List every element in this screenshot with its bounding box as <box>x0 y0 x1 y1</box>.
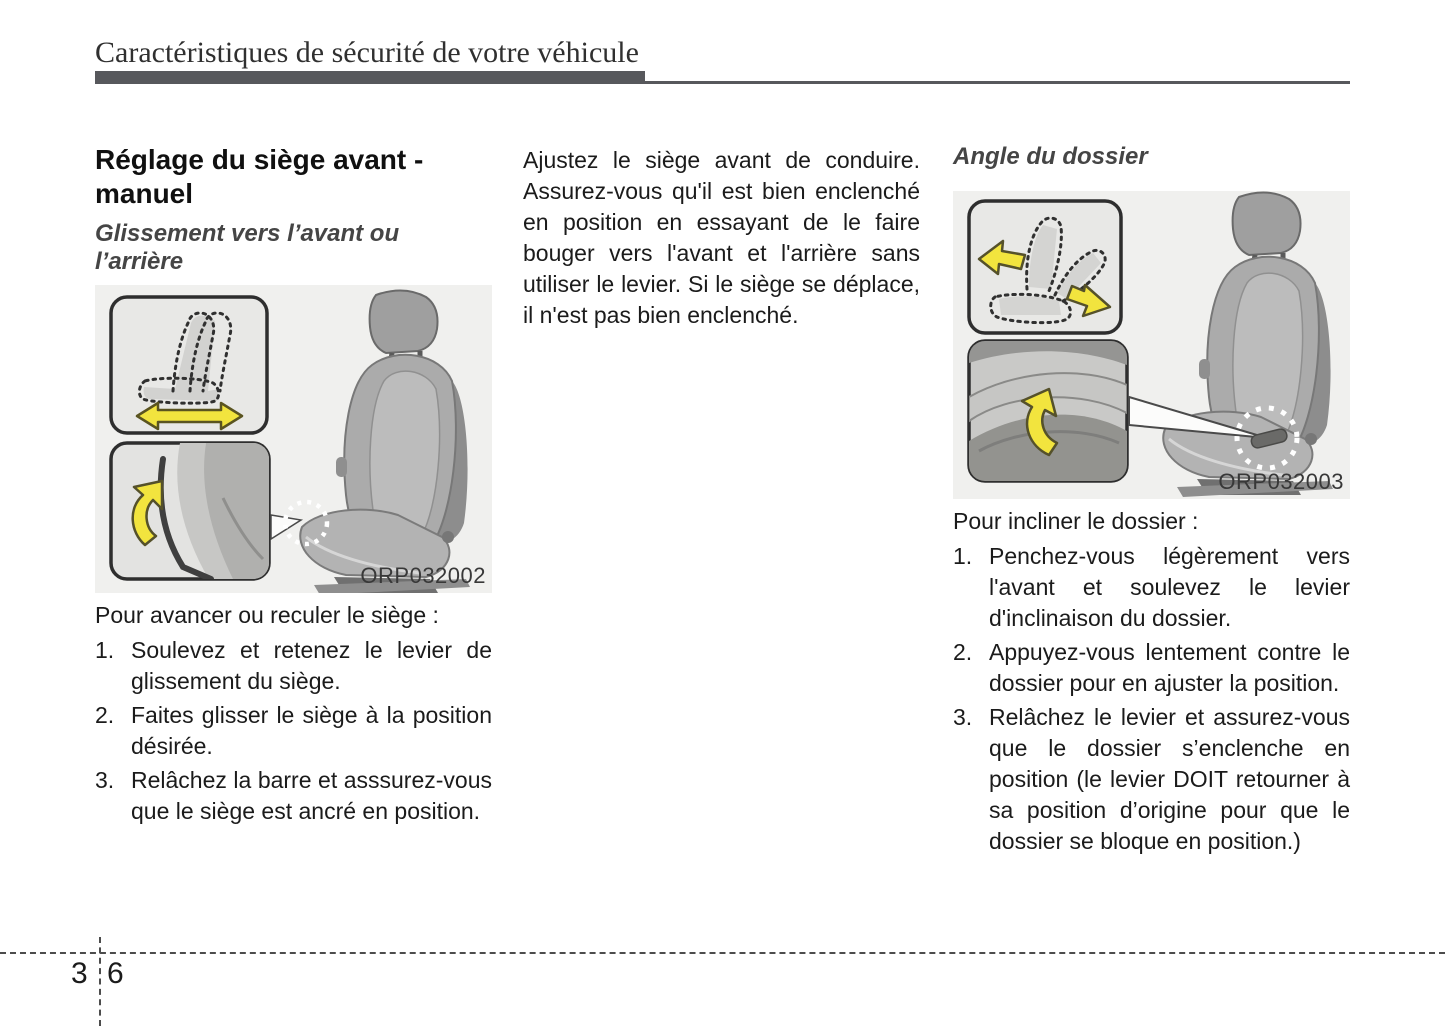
recline-lever-closeup <box>969 341 1127 481</box>
subsection-heading: Glissement vers l’avant ou l’arrière <box>95 220 400 275</box>
numbered-steps <box>953 541 1350 857</box>
list-item <box>953 637 1350 699</box>
list-item-number: 1. <box>953 543 973 569</box>
page-title: Caractéristiques de sécurité de votre véhicule <box>95 36 639 69</box>
list-item <box>95 765 492 827</box>
column-left <box>95 143 492 830</box>
footer-dashed-rule <box>0 952 1445 954</box>
figure-caption: ORP032002 <box>360 563 486 588</box>
list-item-number: 3. <box>953 704 973 730</box>
seat-slide-illustration <box>95 285 492 593</box>
footer-chapter-number: 3 <box>71 957 88 990</box>
section-heading: Réglage du siège avant - manuel <box>95 144 424 209</box>
figure-seat-recline <box>953 191 1350 499</box>
list-item-text: Relâchez le levier et assurez-vous que le dossier s’enclenche en position (le levier DOIT retourner à sa position d’origine pour que le dossier se bloque en position.) <box>989 704 1350 854</box>
list-intro: Pour avancer ou reculer le siège : <box>95 602 439 628</box>
body-paragraph: Ajustez le siège avant de conduire. Assurez-vous qu'il est bien enclenché en position en essayant de le faire bouger vers l'avant et l'arrière sans utiliser le levier. Si le siège se déplace, il n'est pas bien enclenché. <box>523 147 920 328</box>
list-item <box>953 541 1350 634</box>
list-intro: Pour incliner le dossier : <box>953 508 1199 534</box>
figure-caption: ORP032003 <box>1218 469 1344 494</box>
list-item-text: Relâchez la barre et asssurez-vous que le siège est ancré en position. <box>131 767 492 824</box>
list-item-text: Appuyez-vous lentement contre le dossier pour en ajuster la position. <box>989 639 1350 696</box>
recline-seat-diagram <box>969 201 1121 333</box>
footer-dashed-divider <box>99 937 101 1026</box>
list-item-text: Faites glisser le siège à la position désirée. <box>131 702 492 759</box>
list-item-text: Soulevez et retenez le levier de glissement du siège. <box>131 637 492 694</box>
numbered-steps <box>95 635 492 827</box>
seat-recline-illustration <box>953 191 1350 499</box>
subsection-heading: Angle du dossier <box>953 143 1148 170</box>
figure-seat-slide <box>95 285 492 593</box>
list-item-number: 2. <box>95 702 115 728</box>
list-item-number: 3. <box>95 767 115 793</box>
list-item-text: Penchez-vous légèrement vers l'avant et soulevez le levier d'inclinaison du dossier. <box>989 543 1350 631</box>
column-right <box>953 143 1350 860</box>
footer-page-number: 6 <box>107 957 124 990</box>
list-item-number: 2. <box>953 639 973 665</box>
slide-lever-closeup <box>111 438 271 583</box>
slide-direction-seat-diagram <box>111 297 267 433</box>
list-item <box>953 702 1350 857</box>
column-middle <box>523 143 920 331</box>
list-item <box>95 635 492 697</box>
list-item-number: 1. <box>95 637 115 663</box>
header-accent-bar <box>95 71 645 84</box>
header-rule <box>645 81 1350 84</box>
list-item <box>95 700 492 762</box>
